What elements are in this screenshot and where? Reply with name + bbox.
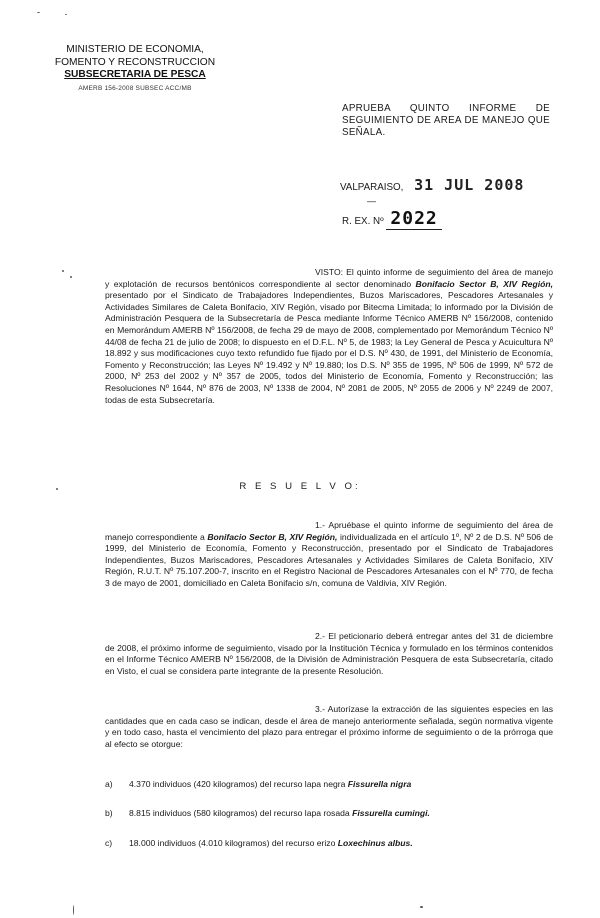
item-species: Loxechinus albus. xyxy=(337,838,413,848)
file-reference: AMERB 156-2008 SUBSEC ACC/MB xyxy=(78,84,192,92)
article-1 xyxy=(105,520,553,590)
scan-speck xyxy=(65,14,67,15)
scan-speck xyxy=(73,905,74,915)
item-text: 8.815 individuos (580 kilogramos) del recurso lapa rosada xyxy=(129,808,353,818)
scan-speck xyxy=(62,270,64,272)
article-1-text-1: 1.- Apruébase el quinto informe de seguimiento del área de manejo correspondiente a xyxy=(105,520,553,542)
article-3: 3.- Autorízase la extracción de las siguientes especies en las cantidades que en cada caso se indican, desde el área de manejo anteriormente señalada, según normativa vigente y en todo caso, hasta el vencimiento del plazo para entregar el próximo informe de seguimiento o de la prórroga que al efecto se otorgue: xyxy=(105,704,553,749)
scan-speck xyxy=(37,12,40,13)
item-label: a) xyxy=(105,779,113,789)
article-2: 2.- El peticionario deberá entregar antes del 31 de diciembre de 2008, el próximo informe de seguimiento, visado por la Institución Técnica y formulado en los términos contenidos en el Informe Técnico AMERB Nº 156/2008, de la División de Administración Pesquera de esta Subsecretaría, citado en Visto, el cual se considera parte integrante de la presente Resolución. xyxy=(105,631,553,676)
document-title: APRUEBA QUINTO INFORME DE SEGUIMIENTO DE AREA DE MANEJO QUE SEÑALA. xyxy=(342,103,550,138)
visto-paragraph xyxy=(105,267,553,406)
resolution-number: 2022 xyxy=(386,208,441,230)
visto-text-1: El quinto informe de seguimiento del área de manejo y explotación de recursos bentónicos correspondiente al sector denominado xyxy=(105,267,553,289)
resolution-label: R. EX. Nº xyxy=(342,216,384,227)
visto-text-2: presentado por el Sindicato de Trabajadores Independientes, Buzos Mariscadores, Pescadores Artesanales y Actividades Similares de Caleta Bonifacio, XIV Región, visado por Bitecma Limitada; lo informado por la División de Administración Pesquera de la Subsecretaría de Pesca mediante Informe Técnico AMERB Nº 156/2008, contenido en Memorándum AMERB Nº 156/2008, de fecha 29 de mayo de 2008, complementado por Memorándum Técnico Nº 44/08 de fecha 21 de julio de 2008; lo dispuesto en el D.F.L. Nº 5, de 1983; la Ley General de Pesca y Acuicultura Nº 18.892 y sus modificaciones cuyo texto refundido fue fijado por el D.S. Nº 430, de 1991, del Ministerio de Economía, Fomento y Reconstrucción; las Leyes Nº 19.492 y Nº 19.880; los D.S. Nº 355 de 1995, Nº 506 de 1999, Nº 572 de 2000, Nº 253 del 2002 y Nº 357 de 2005, todos del Ministerio de Economía, Fomento y Reconstrucción; las Resoluciones Nº 1644, Nº 876 de 2003, Nº 1338 de 2004, Nº 2081 de 2005, Nº 2055 de 2006 y Nº 2249 de 2007, todas de esta Subsecretaría. xyxy=(105,290,553,405)
subsecretaria-line: SUBSECRETARIA DE PESCA xyxy=(64,69,206,80)
scan-speck xyxy=(420,906,423,908)
item-species: Fissurella cumingi. xyxy=(352,808,430,818)
item-label: c) xyxy=(105,838,113,848)
item-text: 18.000 individuos (4.010 kilogramos) del recurso erizo xyxy=(129,838,338,848)
visto-sector: Bonifacio Sector B, XIV Región, xyxy=(415,278,553,289)
ministry-line-1: MINISTERIO DE ECONOMIA, xyxy=(66,44,204,55)
ministry-header xyxy=(50,44,220,95)
scan-speck xyxy=(70,276,72,278)
species-item-b xyxy=(105,808,430,818)
date-place: VALPARAISO, xyxy=(340,182,404,193)
article-1-sector: Bonifacio Sector B, XIV Región, xyxy=(207,531,338,542)
resolution-number-line xyxy=(342,208,442,229)
species-item-a xyxy=(105,779,411,789)
dash-mark: — xyxy=(367,196,376,206)
article-1-text-2: individualizada en el artículo 1º, Nº 2 de D.S. Nº 506 de 1999, del Ministerio de Economía, Fomento y Reconstrucción, presentado por el Sindicato de Trabajadores Independientes, Buzos Mariscadores, Pescadores Artesanales y Actividades Similares de Caleta Bonifacio, XIV Región, R.U.T. Nº 75.107.200-7, inscrito en el Registro Nacional de Pescadores Artesanales con el Nº 770, de fecha 3 de mayo de 2001, domiciliado en Caleta Bonifacio s/n, comuna de Valdivia, XIV Región. xyxy=(105,531,553,588)
species-item-c xyxy=(105,838,413,848)
item-label: b) xyxy=(105,808,113,818)
item-text: 4.370 individuos (420 kilogramos) del recurso lapa negra xyxy=(129,779,348,789)
item-species: Fissurella nigra xyxy=(347,779,412,789)
date-line xyxy=(340,176,524,194)
date-stamp: 31 JUL 2008 xyxy=(414,176,525,194)
visto-label: VISTO: xyxy=(315,267,344,277)
ministry-line-2: FOMENTO Y RECONSTRUCCION xyxy=(54,56,216,68)
resuelvo-heading: R E S U E L V O: xyxy=(239,481,361,492)
